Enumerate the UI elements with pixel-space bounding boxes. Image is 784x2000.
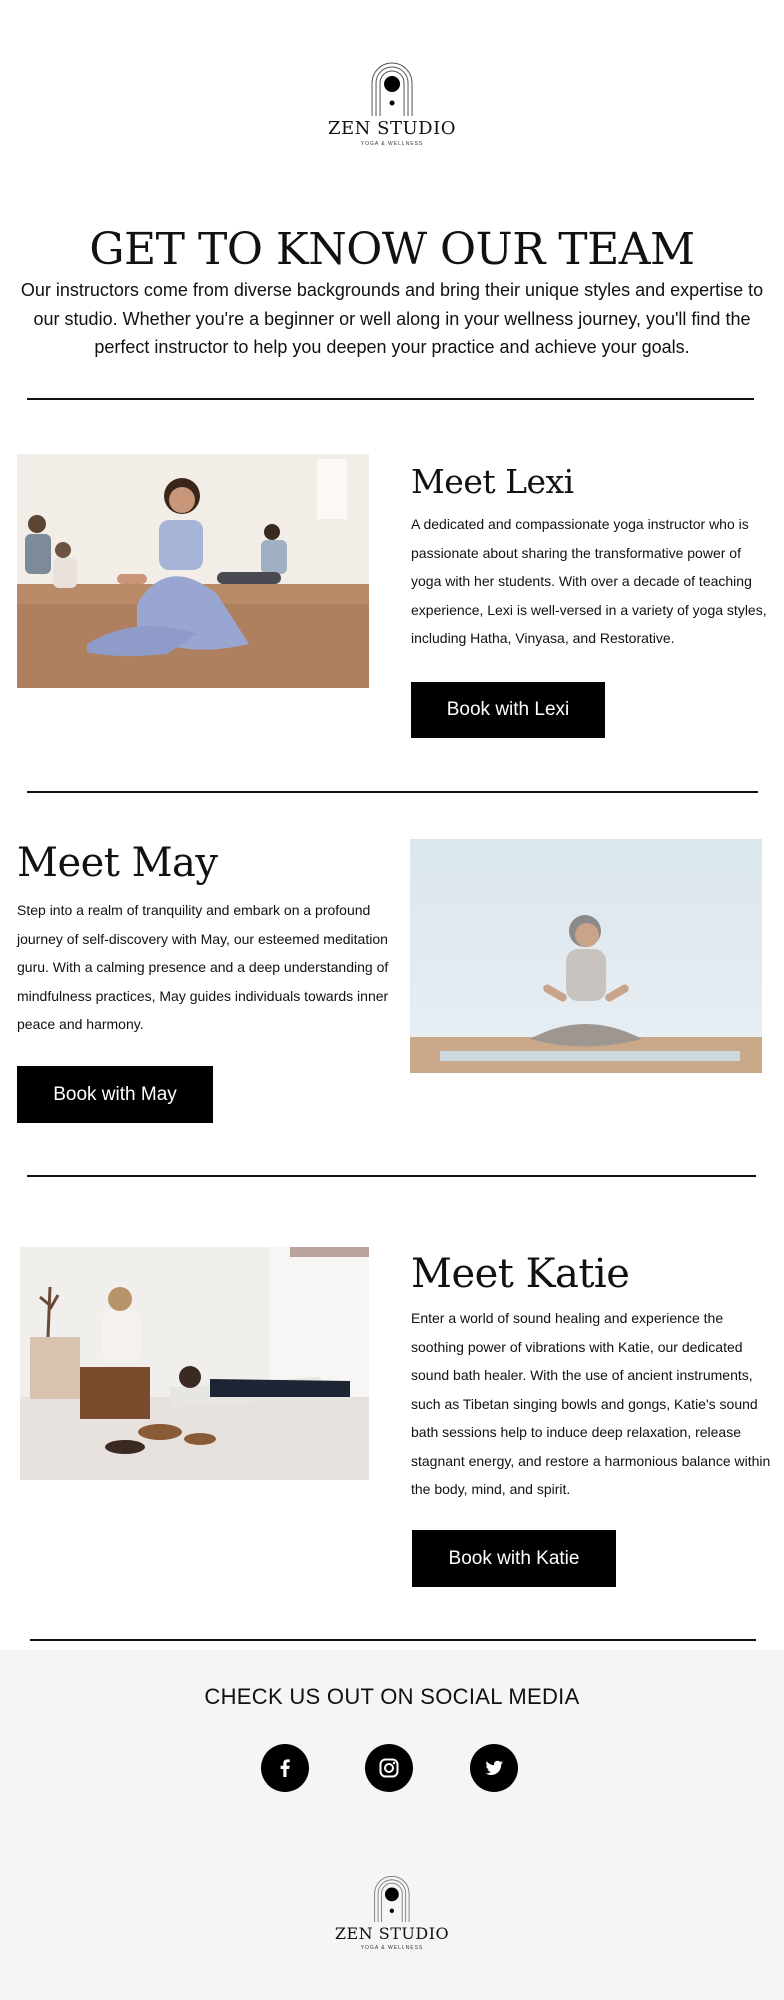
lexi-photo xyxy=(17,454,369,688)
divider xyxy=(27,1175,756,1177)
social-heading: CHECK US OUT ON SOCIAL MEDIA xyxy=(204,1684,580,1709)
divider xyxy=(27,791,758,793)
twitter-link[interactable] xyxy=(470,1744,518,1792)
may-photo xyxy=(410,839,762,1073)
brand-name: ZEN STUDIO xyxy=(328,118,456,139)
lexi-heading: Meet Lexi xyxy=(411,462,574,501)
divider xyxy=(27,398,754,400)
brand-name: ZEN STUDIO xyxy=(334,1924,450,1943)
instagram-link[interactable] xyxy=(365,1744,413,1792)
may-heading: Meet May xyxy=(17,840,218,886)
katie-photo xyxy=(20,1247,369,1480)
katie-heading: Meet Katie xyxy=(411,1251,630,1297)
logo-arch-icon xyxy=(367,58,417,116)
twitter-icon xyxy=(482,1756,506,1780)
divider xyxy=(30,1639,756,1641)
katie-bio: Enter a world of sound healing and experience the soothing power of vibrations with Katie, our dedicated sound bath healer. With the use of ancient instruments, such as Tibetan singing bowls and gongs, Katie's sound bath sessions help to induce deep relaxation, release stagnant energy, and restore a harmonious balance within the body, mind, and spirit. xyxy=(411,1310,771,1497)
brand-tagline: YOGA & WELLNESS xyxy=(360,141,424,147)
may-bio: Step into a realm of tranquility and embark on a profound journey of self-discovery with May, our esteemed meditation guru. With a calming presence and a deep understanding of mindfulness practices, May guides individuals towards inner peace and harmony. xyxy=(17,902,389,1032)
page-title: GET TO KNOW OUR TEAM xyxy=(89,224,695,275)
intro-text: Our instructors come from diverse backgrounds and bring their unique styles and expertise to our studio. Whether you're a beginner or well along in your wellness journey, you'll find the perfect instructor to help you deepen your practice and achieve your goals. xyxy=(20,280,764,357)
header-logo[interactable] xyxy=(328,58,456,147)
facebook-link[interactable] xyxy=(261,1744,309,1792)
brand-tagline: YOGA & WELLNESS xyxy=(360,1945,424,1951)
facebook-icon xyxy=(273,1756,297,1780)
footer-logo[interactable] xyxy=(335,1872,449,1951)
book-lexi-button[interactable]: Book with Lexi xyxy=(411,682,605,738)
lexi-bio: A dedicated and compassionate yoga instructor who is passionate about sharing the transformative power of yoga with her students. With over a decade of teaching experience, Lexi is well-versed in a variety of yoga styles, including Hatha, Vinyasa, and Restorative. xyxy=(411,516,767,646)
logo-arch-icon xyxy=(370,1872,414,1922)
instagram-icon xyxy=(377,1756,401,1780)
book-may-button[interactable]: Book with May xyxy=(17,1066,213,1123)
book-katie-button[interactable]: Book with Katie xyxy=(412,1530,616,1587)
